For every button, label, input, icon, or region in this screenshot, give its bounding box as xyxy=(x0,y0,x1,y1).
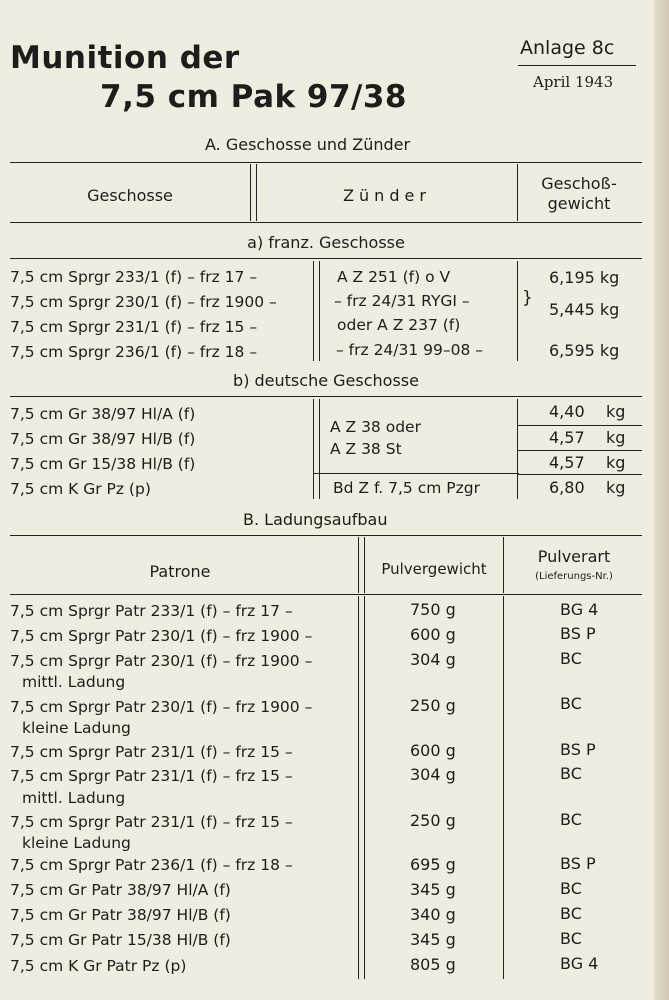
document-title-line2: 7,5 cm Pak 97/38 xyxy=(100,79,407,115)
german-projectile-row: 7,5 cm K Gr Pz (p) xyxy=(10,480,151,498)
french-projectile-row: 7,5 cm Sprgr 233/1 (f) – frz 17 – xyxy=(10,268,258,286)
cartridge-row-line1: 7,5 cm Sprgr Patr 236/1 (f) – frz 18 – xyxy=(10,856,293,874)
german-fuze-line: A Z 38 St xyxy=(330,440,402,458)
powder-weight-cell: 250 g xyxy=(410,696,456,715)
powder-type-cell: BC xyxy=(560,929,582,948)
page-edge xyxy=(654,0,669,1000)
powder-type-cell: BC xyxy=(560,694,582,713)
weight-row-rule xyxy=(517,474,642,475)
header-powder-type: Pulverart xyxy=(537,547,611,566)
french-fuze-line: – frz 24/31 RYGI – xyxy=(334,292,470,310)
col-divider xyxy=(358,537,359,593)
weight-row-rule xyxy=(517,425,642,426)
german-projectile-row: 7,5 cm Gr 38/97 Hl/B (f) xyxy=(10,430,196,448)
group-french-heading: a) franz. Geschosse xyxy=(247,233,405,252)
powder-weight-cell: 695 g xyxy=(410,855,456,874)
powder-weight-cell: 805 g xyxy=(410,955,456,974)
powder-weight-cell: 340 g xyxy=(410,905,456,924)
german-fuze-last: Bd Z f. 7,5 cm Pzgr xyxy=(333,479,480,497)
powder-type-cell: BC xyxy=(560,810,582,829)
col-divider xyxy=(517,399,518,499)
french-fuze-line: oder A Z 237 (f) xyxy=(337,316,461,334)
french-fuze-line: A Z 251 (f) o V xyxy=(337,268,451,286)
german-weight-unit: kg xyxy=(606,478,626,497)
powder-type-cell: BC xyxy=(560,764,582,783)
cartridge-row-line2: mittl. Ladung xyxy=(22,789,126,807)
cartridge-row-line1: 7,5 cm Gr Patr 38/97 Hl/A (f) xyxy=(10,881,231,899)
german-weight-value: 4,57 xyxy=(549,453,585,472)
col-divider xyxy=(517,164,518,221)
group-german-rule xyxy=(10,396,642,397)
col-divider xyxy=(517,261,518,361)
powder-weight-cell: 250 g xyxy=(410,811,456,830)
powder-weight-cell: 345 g xyxy=(410,880,456,899)
header-powder-weight: Pulvergewicht xyxy=(381,560,487,578)
french-weight: 6,595 kg xyxy=(549,341,620,360)
section-a-header-rule xyxy=(10,222,642,223)
french-weight: 6,195 kg xyxy=(549,268,620,287)
cartridge-row-line1: 7,5 cm Gr Patr 15/38 Hl/B (f) xyxy=(10,931,231,949)
cartridge-row-line1: 7,5 cm Sprgr Patr 231/1 (f) – frz 15 – xyxy=(10,743,293,761)
cartridge-row-line2: kleine Ladung xyxy=(22,719,131,737)
annex-underline xyxy=(518,65,636,66)
cartridge-row-line1: 7,5 cm Sprgr Patr 230/1 (f) – frz 1900 – xyxy=(10,627,313,645)
section-a-top-rule xyxy=(10,162,642,163)
col-divider xyxy=(250,164,251,221)
german-weight-unit: kg xyxy=(606,402,626,421)
col-divider xyxy=(319,261,320,361)
german-fuze-line: A Z 38 oder xyxy=(330,418,421,436)
col-divider xyxy=(364,596,365,979)
header-weight-line2: gewicht xyxy=(547,194,611,213)
col-divider xyxy=(358,596,359,979)
cartridge-row-line1: 7,5 cm Sprgr Patr 231/1 (f) – frz 15 – xyxy=(10,813,293,831)
cartridge-row-line2: kleine Ladung xyxy=(22,834,131,852)
col-divider xyxy=(313,261,314,361)
powder-type-cell: BG 4 xyxy=(560,600,599,619)
powder-weight-cell: 304 g xyxy=(410,765,456,784)
document-title-line1: Munition der xyxy=(10,40,240,76)
annex-date: April 1943 xyxy=(533,73,614,91)
powder-weight-cell: 304 g xyxy=(410,650,456,669)
german-weight-unit: kg xyxy=(606,428,626,447)
powder-type-cell: BG 4 xyxy=(560,954,599,973)
col-divider xyxy=(503,596,504,979)
col-divider xyxy=(364,537,365,593)
group-german-heading: b) deutsche Geschosse xyxy=(233,371,419,390)
french-fuze-line: – frz 24/31 99–08 – xyxy=(336,341,484,359)
cartridge-row-line1: 7,5 cm Sprgr Patr 233/1 (f) – frz 17 – xyxy=(10,602,293,620)
powder-type-cell: BC xyxy=(560,879,582,898)
fuze-separator-rule xyxy=(313,473,519,474)
col-divider xyxy=(503,537,504,593)
header-fuze: Zünder xyxy=(343,186,431,205)
col-divider xyxy=(313,399,314,499)
french-projectile-row: 7,5 cm Sprgr 231/1 (f) – frz 15 – xyxy=(10,318,258,336)
weight-brace-icon: } xyxy=(522,288,533,308)
header-projectile: Geschosse xyxy=(87,186,173,205)
cartridge-row-line1: 7,5 cm Sprgr Patr 230/1 (f) – frz 1900 – xyxy=(10,652,313,670)
section-b-heading: B. Ladungsaufbau xyxy=(243,510,388,529)
powder-weight-cell: 600 g xyxy=(410,625,456,644)
french-weight: 5,445 kg xyxy=(549,300,620,319)
powder-type-cell: BC xyxy=(560,649,582,668)
header-powder-type-sub: (Lieferungs-Nr.) xyxy=(535,571,613,582)
german-weight-value: 4,40 xyxy=(549,402,585,421)
header-cartridge: Patrone xyxy=(149,562,211,581)
french-projectile-row: 7,5 cm Sprgr 236/1 (f) – frz 18 – xyxy=(10,343,258,361)
french-projectile-row: 7,5 cm Sprgr 230/1 (f) – frz 1900 – xyxy=(10,293,277,311)
german-weight-unit: kg xyxy=(606,453,626,472)
section-b-header-rule xyxy=(10,594,642,595)
section-a-heading: A. Geschosse und Zünder xyxy=(205,135,411,154)
cartridge-row-line1: 7,5 cm Sprgr Patr 231/1 (f) – frz 15 – xyxy=(10,767,293,785)
german-projectile-row: 7,5 cm Gr 38/97 Hl/A (f) xyxy=(10,405,196,423)
german-projectile-row: 7,5 cm Gr 15/38 Hl/B (f) xyxy=(10,455,196,473)
annex-label: Anlage 8c xyxy=(520,37,615,59)
powder-weight-cell: 600 g xyxy=(410,741,456,760)
cartridge-row-line1: 7,5 cm K Gr Patr Pz (p) xyxy=(10,957,187,975)
german-weight-value: 6,80 xyxy=(549,478,585,497)
powder-type-cell: BC xyxy=(560,904,582,923)
col-divider xyxy=(256,164,257,221)
powder-type-cell: BS P xyxy=(560,854,596,873)
powder-weight-cell: 750 g xyxy=(410,600,456,619)
section-b-top-rule xyxy=(10,535,642,536)
powder-type-cell: BS P xyxy=(560,624,596,643)
col-divider xyxy=(319,399,320,499)
powder-weight-cell: 345 g xyxy=(410,930,456,949)
cartridge-row-line2: mittl. Ladung xyxy=(22,673,126,691)
header-weight-line1: Geschoß- xyxy=(541,174,617,193)
weight-row-rule xyxy=(517,450,642,451)
group-french-rule xyxy=(10,258,642,259)
german-weight-value: 4,57 xyxy=(549,428,585,447)
cartridge-row-line1: 7,5 cm Sprgr Patr 230/1 (f) – frz 1900 – xyxy=(10,698,313,716)
powder-type-cell: BS P xyxy=(560,740,596,759)
cartridge-row-line1: 7,5 cm Gr Patr 38/97 Hl/B (f) xyxy=(10,906,231,924)
